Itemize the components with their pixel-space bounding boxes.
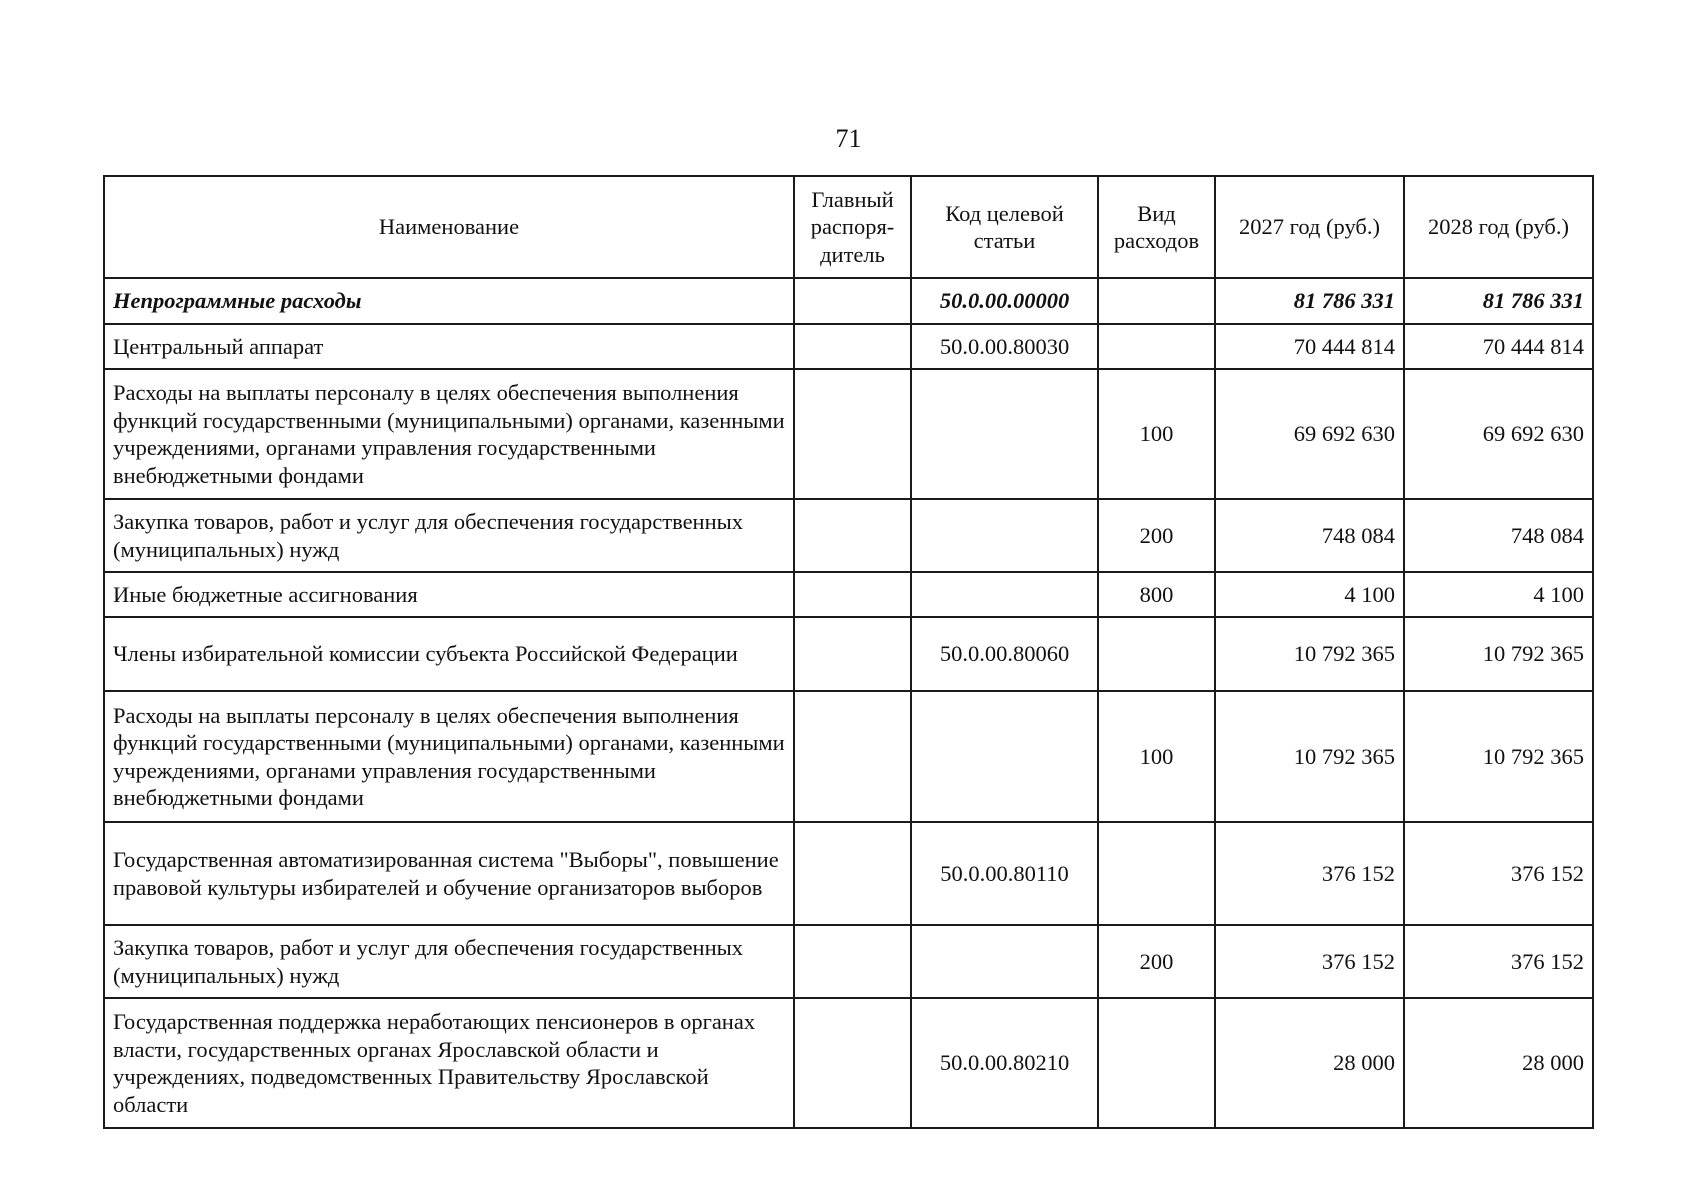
row-expense-type: 200 (1098, 499, 1215, 572)
row-name: Центральный аппарат (104, 324, 794, 369)
table-row (104, 691, 1593, 822)
row-2027: 376 152 (1215, 822, 1404, 925)
row-expense-type: 100 (1098, 691, 1215, 822)
table-row (104, 499, 1593, 572)
header-code: Код целевой статьи (911, 176, 1098, 278)
row-manager (794, 925, 911, 998)
row-expense-type (1098, 822, 1215, 925)
row-2027: 4 100 (1215, 572, 1404, 617)
row-2027: 69 692 630 (1215, 369, 1404, 499)
row-name: Государственная поддержка неработающих пенсионеров в органах власти, государственных органах Ярославской области и учреждениях, подведомственных Правительству Ярославской области (104, 998, 794, 1128)
row-name: Расходы на выплаты персоналу в целях обеспечения выполнения функций государственными (муниципальными) органами, казенными учреждениями, органами управления государственными внебюджетными фондами (104, 369, 794, 499)
table-header-row (104, 176, 1593, 278)
row-2028: 81 786 331 (1404, 278, 1593, 324)
row-name: Непрограммные расходы (104, 278, 794, 324)
table-row (104, 822, 1593, 925)
table-row (104, 278, 1593, 324)
row-2027: 81 786 331 (1215, 278, 1404, 324)
row-code: 50.0.00.80110 (911, 822, 1098, 925)
row-expense-type (1098, 278, 1215, 324)
header-name: Наименование (104, 176, 794, 278)
header-2028: 2028 год (руб.) (1404, 176, 1593, 278)
row-name: Закупка товаров, работ и услуг для обеспечения государственных (муниципальных) нужд (104, 925, 794, 998)
row-2027: 748 084 (1215, 499, 1404, 572)
row-2028: 748 084 (1404, 499, 1593, 572)
row-2027: 10 792 365 (1215, 617, 1404, 691)
row-manager (794, 324, 911, 369)
row-code (911, 499, 1098, 572)
row-manager (794, 572, 911, 617)
row-2027: 28 000 (1215, 998, 1404, 1128)
row-2028: 28 000 (1404, 998, 1593, 1128)
row-name: Расходы на выплаты персоналу в целях обеспечения выполнения функций государственными (муниципальными) органами, казенными учреждениями, органами управления государственными внебюджетными фондами (104, 691, 794, 822)
header-2027: 2027 год (руб.) (1215, 176, 1404, 278)
row-manager (794, 822, 911, 925)
table-row (104, 925, 1593, 998)
row-2028: 10 792 365 (1404, 691, 1593, 822)
row-2027: 376 152 (1215, 925, 1404, 998)
row-code (911, 369, 1098, 499)
row-manager (794, 691, 911, 822)
row-manager (794, 499, 911, 572)
row-name: Члены избирательной комиссии субъекта Российской Федерации (104, 617, 794, 691)
row-code: 50.0.00.80210 (911, 998, 1098, 1128)
row-2028: 376 152 (1404, 925, 1593, 998)
row-code: 50.0.00.00000 (911, 278, 1098, 324)
table-row (104, 572, 1593, 617)
row-code (911, 572, 1098, 617)
row-expense-type (1098, 998, 1215, 1128)
row-manager (794, 617, 911, 691)
page-number: 71 (835, 124, 862, 153)
row-code (911, 925, 1098, 998)
row-2027: 10 792 365 (1215, 691, 1404, 822)
table-row (104, 369, 1593, 499)
row-expense-type: 200 (1098, 925, 1215, 998)
row-expense-type: 800 (1098, 572, 1215, 617)
budget-table (103, 175, 1594, 1129)
row-expense-type (1098, 617, 1215, 691)
row-expense-type (1098, 324, 1215, 369)
header-expense-type: Вид расходов (1098, 176, 1215, 278)
row-2028: 10 792 365 (1404, 617, 1593, 691)
table-row (104, 617, 1593, 691)
row-code (911, 691, 1098, 822)
row-name: Иные бюджетные ассигнования (104, 572, 794, 617)
row-2028: 70 444 814 (1404, 324, 1593, 369)
row-code: 50.0.00.80030 (911, 324, 1098, 369)
row-2027: 70 444 814 (1215, 324, 1404, 369)
row-2028: 4 100 (1404, 572, 1593, 617)
table-row (104, 324, 1593, 369)
row-2028: 376 152 (1404, 822, 1593, 925)
row-manager (794, 278, 911, 324)
header-manager: Главный распоря-дитель (794, 176, 911, 278)
row-name: Государственная автоматизированная система "Выборы", повышение правовой культуры избирателей и обучение организаторов выборов (104, 822, 794, 925)
row-code: 50.0.00.80060 (911, 617, 1098, 691)
row-expense-type: 100 (1098, 369, 1215, 499)
row-2028: 69 692 630 (1404, 369, 1593, 499)
row-name: Закупка товаров, работ и услуг для обеспечения государственных (муниципальных) нужд (104, 499, 794, 572)
row-manager (794, 998, 911, 1128)
table-row (104, 998, 1593, 1128)
row-manager (794, 369, 911, 499)
